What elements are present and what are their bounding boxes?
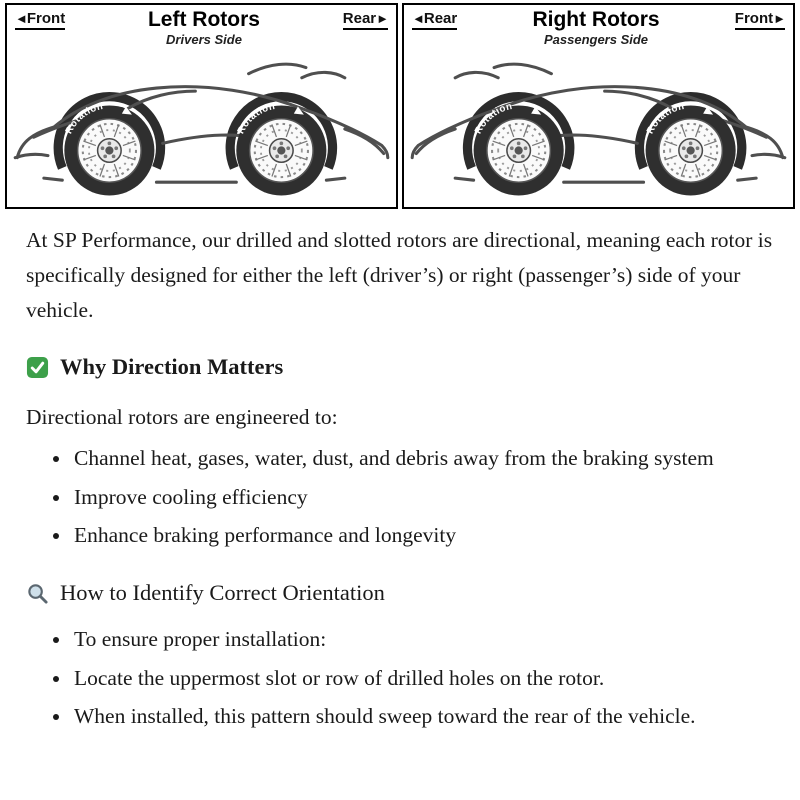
arrow-right-icon: ►	[376, 11, 388, 26]
right-rotors-panel	[402, 3, 795, 209]
list-item: • Locate the uppermost slot or row of drilled holes on the rotor.	[72, 661, 774, 696]
magnifier-icon	[26, 582, 49, 605]
intro-paragraph: At SP Performance, our drilled and slotted rotors are directional, meaning each rotor is specifically designed for either the left (driver’s) or right (passenger’s) side of your vehicle.	[26, 228, 773, 322]
article-body	[0, 209, 800, 758]
rotation-label: Rotation	[235, 100, 277, 136]
section-title: How to Identify Correct Orientation	[60, 580, 385, 606]
section-heading-how	[26, 575, 774, 611]
rear-edge-label: Rear►	[343, 10, 388, 30]
panel-subtitle: Passengers Side	[543, 32, 649, 48]
car-illustration-left	[7, 43, 396, 207]
section-heading-why	[26, 349, 774, 385]
arrow-right-icon: ►	[773, 11, 785, 26]
panel-title: Right Rotors	[532, 8, 660, 31]
right-panel-header	[404, 5, 793, 47]
how-bullet-list	[26, 622, 774, 734]
left-rotors-panel	[5, 3, 398, 209]
car-illustration-right	[404, 43, 793, 207]
arrow-left-icon: ◄	[15, 11, 27, 26]
left-panel-title-block	[148, 9, 260, 47]
left-panel-header	[7, 5, 396, 47]
check-icon	[26, 356, 49, 379]
front-edge-label: ◄Front	[15, 10, 65, 30]
section-why-lead: Directional rotors are engineered to:	[26, 404, 338, 429]
rotor-direction-diagram	[5, 3, 795, 209]
panel-subtitle: Drivers Side	[166, 32, 242, 48]
rotation-label: Rotation	[644, 100, 686, 136]
rotation-label: Rotation	[472, 100, 514, 136]
list-item: • Channel heat, gases, water, dust, and debris away from the braking system	[72, 441, 774, 476]
front-edge-label: Front►	[735, 10, 785, 30]
right-panel-title-block	[532, 9, 659, 47]
list-item: • When installed, this pattern should sweep toward the rear of the vehicle.	[72, 699, 774, 734]
why-bullet-list	[26, 441, 774, 553]
list-item: • Enhance braking performance and longevity	[72, 518, 774, 553]
list-item: • To ensure proper installation:	[72, 622, 774, 657]
arrow-left-icon: ◄	[412, 11, 424, 26]
rotation-label: Rotation	[63, 100, 105, 136]
section-title: Why Direction Matters	[60, 354, 284, 380]
rear-edge-label: ◄Rear	[412, 10, 457, 30]
panel-title: Left Rotors	[147, 8, 260, 31]
list-item: • Improve cooling efficiency	[72, 480, 774, 515]
